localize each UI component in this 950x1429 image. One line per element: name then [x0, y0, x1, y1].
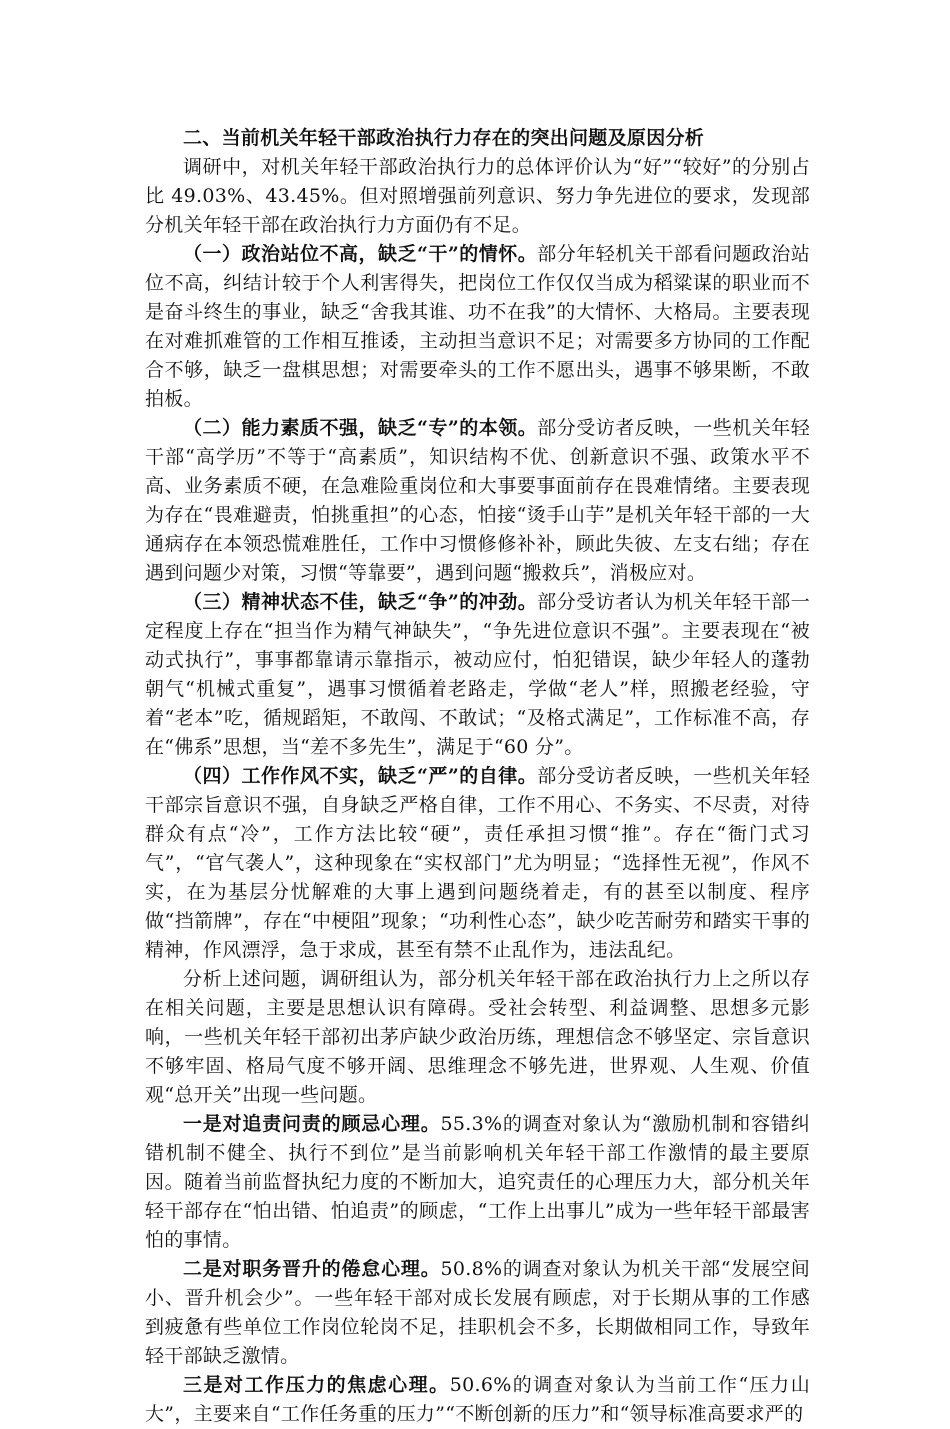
cause-paragraph-3 — [145, 1371, 810, 1429]
paragraph-text: 分析上述问题，调研组认为，部分机关年轻干部在政治执行力上之所以存在相关问题，主要是思想认识有障碍。受社会转型、利益调整、思想多元影响，一些机关年轻干部初出茅庐缺少政治历练，理想信念不够坚定、宗旨意识不够牢固、格局气度不够开阔、思维理念不够先进，世界观、人生观、价值观“总开关”出现一些问题。 — [145, 968, 810, 1106]
section-heading: 二、当前机关年轻干部政治执行力存在的突出问题及原因分析 — [183, 127, 705, 149]
paragraph-lead: （四）工作作风不实，缺乏“严”的自律。 — [183, 765, 538, 787]
paragraph-text: 调研中，对机关年轻干部政治执行力的总体评价认为“好”“较好”的分别占比 49.03%、43.45%。但对照增强前列意识、努力争先进位的要求，发现部分机关年轻干部在政治执行力方面仍有不足。 — [145, 156, 810, 236]
problem-paragraph-2 — [145, 414, 810, 588]
problem-paragraph-1 — [145, 240, 810, 414]
intro-paragraph — [145, 153, 810, 240]
paragraph-text: 部分年轻机关干部看问题政治站位不高，纠结计较于个人利害得失，把岗位工作仅仅当成为稻粱谋的职业而不是奋斗终生的事业，缺乏“舍我其谁、功不在我”的大情怀、大格局。主要表现在对难抓难管的工作相互推诿，主动担当意识不足；对需要多方协同的工作配合不够，缺乏一盘棋思想；对需要牵头的工作不愿出头，遇事不够果断，不敢拍板。 — [145, 243, 810, 410]
paragraph-lead: （三）精神状态不佳，缺乏“争”的冲劲。 — [183, 591, 538, 613]
paragraph-lead: 二是对职务晋升的倦怠心理。 — [183, 1258, 441, 1280]
paragraph-text: 50.8%的调查对象认为机关干部“发展空间小、晋升机会少”。一些年轻干部对成长发展有顾虑，对于长期从事的工作感到疲惫有些单位工作岗位轮岗不足，挂职机会不多，长期做相同工作，导致年轻干部缺乏激情。 — [145, 1258, 810, 1367]
paragraph-lead: 一是对追责问责的顾忌心理。 — [183, 1113, 441, 1135]
analysis-paragraph — [145, 965, 810, 1110]
paragraph-text: 部分受访者反映，一些机关年轻干部宗旨意识不强，自身缺乏严格自律，工作不用心、不务实、不尽责，对待群众有点“冷”，工作方法比较“硬”，责任承担习惯“推”。存在“衙门式习气”，“官气袭人”，这种现象在“实权部门”尤为明显；“选择性无视”，作风不实，在为基层分忧解难的大事上遇到问题绕着走，有的甚至以制度、程序做“挡箭牌”，存在“中梗阻”现象；“功利性心态”，缺少吃苦耐劳和踏实干事的精神，作风漂浮，急于求成，甚至有禁不止乱作为，违法乱纪。 — [145, 765, 810, 961]
paragraph-lead: 三是对工作压力的焦虑心理。 — [183, 1374, 450, 1396]
problem-paragraph-4 — [145, 762, 810, 965]
cause-paragraph-2 — [145, 1255, 810, 1371]
paragraph-lead: （一）政治站位不高，缺乏“干”的情怀。 — [183, 243, 538, 265]
document-body — [145, 124, 810, 1429]
cause-paragraph-1 — [145, 1110, 810, 1255]
paragraph-text: 55.3%的调查对象认为“激励机制和容错纠错机制不健全、执行不到位”是当前影响机关年轻干部工作激情的最主要原因。随着当前监督执纪力度的不断加大，追究责任的心理压力大，部分机关年轻干部存在“怕出错、怕追责”的顾虑，“工作上出事儿”成为一些年轻干部最害怕的事情。 — [145, 1113, 810, 1251]
paragraph-text: 部分受访者认为机关年轻干部一定程度上存在“担当作为精气神缺失”，“争先进位意识不强”。主要表现在“被动式执行”，事事都靠请示靠指示，被动应付，怕犯错误，缺少年轻人的蓬勃朝气“机械式重复”，遇事习惯循着老路走，学做“老人”样，照搬老经验，守着“老本”吃，循规蹈矩，不敢闯、不敢试；“及格式满足”，工作标准不高，存在“佛系”思想，当“差不多先生”，满足于“60 分”。 — [145, 591, 810, 758]
paragraph-lead: （二）能力素质不强，缺乏“专”的本领。 — [183, 417, 538, 439]
problem-paragraph-3 — [145, 588, 810, 762]
paragraph-text: 部分受访者反映，一些机关年轻干部“高学历”不等于“高素质”，知识结构不优、创新意识不强、政策水平不高、业务素质不硬，在急难险重岗位和大事要事面前存在畏难情绪。主要表现为存在“畏难避责，怕挑重担”的心态，怕接“烫手山芋”是机关年轻干部的一大通病存在本领恐慌难胜任，工作中习惯修修补补，顾此失彼、左支右绌；存在遇到问题少对策，习惯“等靠要”，遇到问题“搬救兵”，消极应对。 — [145, 417, 810, 584]
paragraph-text: 50.6%的调查对象认为当前工作“压力山大”，主要来自“工作任务重的压力”“不断创新的压力”和“领导标准高要求严的 — [145, 1374, 810, 1425]
